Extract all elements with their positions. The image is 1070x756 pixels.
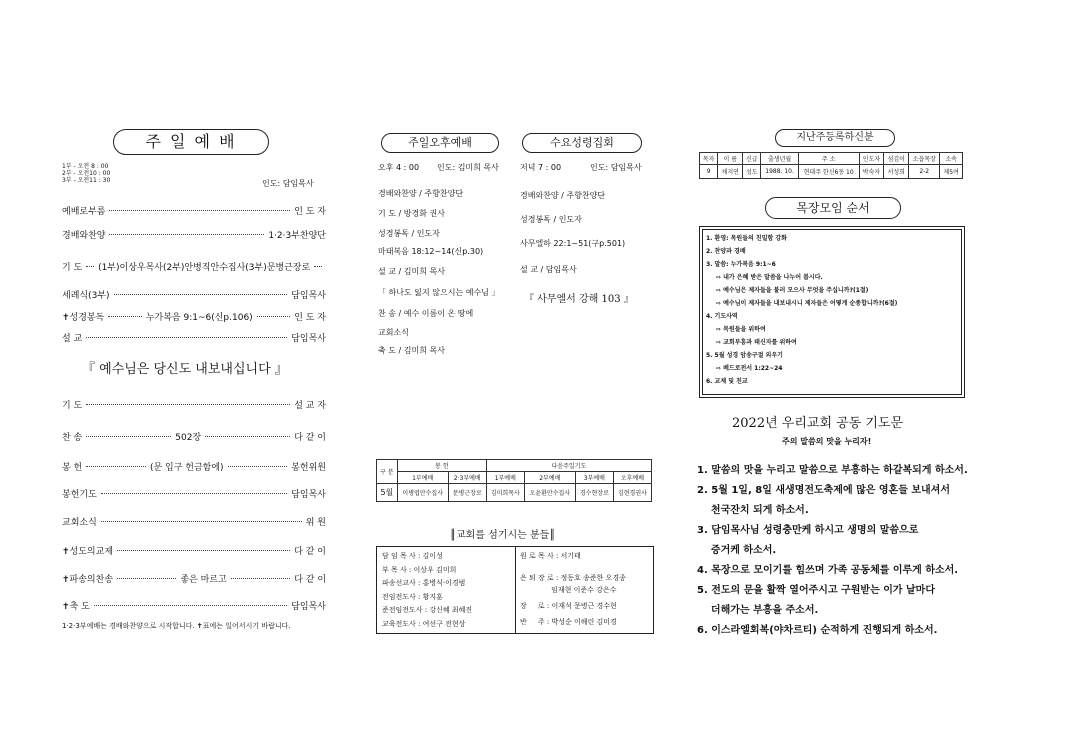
meeting-item: ⇨ 베드로전서 1:22~24 [716, 365, 783, 372]
prayer-line: 천국잔치 되게 하소서. [697, 505, 809, 516]
newcomer-cell: 성도 [743, 165, 761, 179]
prayer-line: 증거케 하소서. [697, 545, 777, 556]
newcomer-cell: 1988. 10. [761, 165, 798, 179]
staff-left-line: 부 목 사 : 이상우 김미희 [382, 565, 457, 574]
table-sub: 3부예배 [575, 472, 613, 484]
order-row [62, 599, 326, 612]
meeting-item: ⇨ 목원들을 위하여 [716, 326, 766, 333]
staff-left-line: 담 임 목 사 : 김이성 [382, 552, 443, 560]
time-2: 2부 - 오전10 : 00 [62, 170, 111, 177]
table-head-offering: 봉 헌 [397, 460, 486, 472]
order-leader: 담임목사 [291, 334, 326, 344]
table-sub: 2부예배 [524, 472, 575, 484]
order-leader: 담임목사 [291, 602, 326, 612]
afternoon-line: 찬 송 / 예수 이름이 온 땅에 [378, 309, 474, 318]
order-leader: 다 같 이 [294, 575, 327, 585]
order-label: ✝성경봉독 [62, 313, 105, 323]
staff-title: ║교회를 섬기시는 분들║ [450, 530, 556, 541]
order-row [62, 288, 326, 301]
service-times [62, 163, 110, 184]
order-label: 세례식(3부) [62, 291, 110, 301]
staff-left-line: 교육전도사 : 여선구 전현상 [382, 619, 466, 628]
newcomer-head: 신급 [743, 153, 761, 165]
order-row [62, 228, 326, 241]
order-leader: 담임목사 [291, 490, 326, 500]
order-leader: 인 도 자 [294, 207, 326, 217]
meeting-item: ⇨ 예수님이 제자들을 내보내시니 제자들은 어떻게 순종합니까?(6절) [716, 300, 898, 307]
prayer-title: 2022년 우리교회 공동 기도문 [732, 416, 904, 431]
meeting-item: ⇨ 내가 은혜 받은 말씀을 나누어 봅시다. [716, 274, 823, 281]
afternoon-line: 마태복음 18:12~14(신p.30) [378, 247, 484, 256]
prayer-line: 2. 5월 1일, 8일 새생명전도축제에 많은 영혼들 보내셔서 [697, 485, 950, 496]
newcomer-cell: 제5여 [940, 165, 963, 179]
order-label: 찬 송 [62, 433, 83, 443]
order-row [62, 487, 326, 500]
order-leader: 1·2·3부찬양단 [268, 231, 326, 241]
order-label: 경배와찬양 [62, 231, 106, 241]
dot-leader [86, 466, 146, 467]
meeting-item: 1. 환영: 목원들의 친밀함 강화 [706, 235, 787, 242]
wednesday-line: 경배와찬양 / 주향찬양단 [520, 191, 606, 200]
order-row [62, 331, 326, 344]
staff-right-line: 반 주 : 박성순 이해린 김미경 [520, 618, 617, 626]
order-row [62, 398, 326, 411]
order-row [62, 204, 326, 217]
newcomer-title: 지난주등록하신분 [775, 129, 895, 147]
prayer-line: 5. 전도의 문을 활짝 열어주시고 구원받는 이가 날마다 [697, 585, 935, 596]
afternoon-line: 축 도 / 김미희 목사 [378, 346, 445, 355]
dot-leader [86, 266, 94, 267]
sunday-service-title: 주 일 예 배 [113, 129, 269, 155]
dot-leader [101, 493, 287, 494]
newcomer-head: 출생년월 [761, 153, 798, 165]
sermon-title: 『 예수님은 당신도 내보내십니다 』 [82, 362, 288, 377]
wednesday-time: 저녁 7 : 00 [520, 163, 562, 172]
meeting-item: 6. 교제 및 친교 [706, 378, 748, 385]
order-detail: 502장 [175, 433, 202, 443]
afternoon-line: 교회소식 [378, 328, 409, 337]
newcomer-head: 주 소 [798, 153, 859, 165]
dot-leader [86, 337, 287, 338]
order-row [62, 515, 326, 528]
prayer-line: 더해가는 부흥을 주소서. [697, 605, 819, 616]
staff-right-line: 원 로 목 사 : 서기태 [520, 552, 581, 560]
prayer-subtitle: 주의 말씀의 맛을 누리자! [782, 437, 872, 446]
prayer-line: 3. 담임목사님 성령충만케 하시고 생명의 말씀으로 [697, 525, 919, 536]
staff-left-line: 준전임전도사 : 강신혜 최혜진 [382, 606, 473, 614]
sunday-presider: 인도: 담임목사 [262, 179, 314, 188]
order-label: 예배로부름 [62, 207, 106, 217]
staff-left-line: 전임전도사 : 황지훈 [382, 592, 443, 601]
time-1: 1부 - 오전 8 : 00 [62, 163, 109, 170]
order-leader: 다 같 이 [294, 433, 326, 443]
staff-right-line: 은 퇴 장 로 : 정동호 송준한 오경종 [520, 574, 626, 582]
wednesday-sermon: 『 사무엘서 강해 103 』 [524, 294, 634, 305]
meeting-item: 5. 5월 성경 암송구절 외우기 [706, 352, 783, 359]
order-row [62, 572, 326, 585]
order-leader: 인 도 자 [294, 313, 326, 323]
dot-leader [94, 605, 287, 606]
afternoon-line: 경배와찬양 / 주향찬양단 [378, 189, 464, 198]
afternoon-time: 오후 4 : 00 [378, 163, 420, 172]
newcomer-cell: 2-2 [909, 165, 940, 179]
meeting-title: 목장모임 순서 [765, 197, 901, 219]
afternoon-presider: 인도: 김미희 목사 [437, 163, 499, 172]
table-sub: 2·3부예배 [448, 472, 486, 484]
order-detail: (문 입구 헌금함에) [149, 463, 224, 473]
newcomer-cell: 9 [700, 165, 718, 179]
dot-leader [231, 578, 290, 579]
afternoon-line: 기 도 / 방경화 권사 [378, 209, 445, 218]
order-label: 교회소식 [62, 518, 97, 528]
afternoon-line: 설 교 / 김미희 목사 [378, 267, 445, 276]
prayer-line: 1. 말씀의 맛을 누리고 말씀으로 부흥하는 하갈복되게 하소서. [697, 465, 968, 476]
dot-leader [114, 294, 288, 295]
order-leader: 위 원 [305, 518, 326, 528]
order-leader: 담임목사 [291, 291, 326, 301]
newcomer-cell: 박숙자 [859, 165, 884, 179]
order-detail: 누가복음 9:1~6(신p.106) [145, 313, 253, 323]
table-cell: 오윤환안수집사 [524, 484, 575, 502]
order-row [62, 430, 326, 443]
newcomer-cell: 서성희 [884, 165, 909, 179]
order-leader: 다 같 이 [294, 547, 326, 557]
order-leader: 봉헌위원 [291, 463, 327, 473]
meeting-item: ⇨ 교회부흥과 태신자를 위하여 [716, 339, 797, 346]
dot-leader [109, 234, 264, 235]
table-cell: 김미희목사 [486, 484, 524, 502]
dot-leader [117, 578, 176, 579]
dot-leader [117, 550, 290, 551]
order-detail: (1부)이상우목사(2부)안병직안수집사(3부)문병근장로 [98, 263, 311, 273]
table-sub: 오후예배 [613, 472, 651, 484]
order-row [62, 260, 326, 273]
dot-leader [86, 404, 290, 405]
table-sub: 1부예배 [486, 472, 524, 484]
dot-leader [108, 316, 142, 317]
offering-prayer-table [376, 459, 652, 502]
order-row [62, 460, 326, 473]
table-head-next-prayer: 다음주일기도 [486, 460, 651, 472]
dot-leader [109, 210, 290, 211]
order-row [62, 310, 326, 323]
newcomer-table [699, 152, 963, 179]
afternoon-line: 「 하나도 잃지 않으시는 예수님 」 [378, 288, 500, 297]
table-sub: 1부예배 [397, 472, 448, 484]
staff-right-line: 임재현 이준수 강은수 [520, 586, 617, 594]
dot-leader [101, 521, 302, 522]
newcomer-head: 섬김이 [884, 153, 909, 165]
dot-leader [257, 316, 291, 317]
meeting-item: 3. 말씀: 누가복음 9:1~6 [706, 261, 776, 268]
wednesday-service-title: 수요성령집회 [522, 133, 642, 153]
dot-leader [228, 466, 288, 467]
table-cell: 김현경권사 [613, 484, 651, 502]
order-label: ✝파송의찬송 [62, 575, 114, 585]
afternoon-service-title: 주일오후예배 [381, 133, 499, 153]
newcomer-cell: 현대주 한신6동 10 [798, 165, 859, 179]
order-label: 봉 헌 [62, 463, 83, 473]
newcomer-head: 소읍목장 [909, 153, 940, 165]
meeting-item: 2. 찬양과 경배 [706, 248, 746, 255]
order-label: ✝축 도 [62, 602, 90, 612]
staff-left-line: 파송선교사 : 홍병식·이경범 [382, 579, 466, 587]
table-head-category: 구 분 [377, 460, 398, 484]
wednesday-line: 성경봉독 / 인도자 [520, 215, 582, 224]
newcomer-head: 인도자 [859, 153, 884, 165]
newcomer-head: 소속 [940, 153, 963, 165]
table-cell: 경수현장로 [575, 484, 613, 502]
newcomer-head: 목자 [700, 153, 718, 165]
dot-leader [205, 436, 290, 437]
staff-right-line: 장 로 : 이재석 문병근 경수현 [520, 602, 617, 610]
prayer-line: 4. 목장으로 모이기를 힘쓰며 가족 공동체를 이루게 하소서. [697, 565, 959, 576]
newcomer-cell: 채지연 [718, 165, 743, 179]
order-leader: 설 교 자 [294, 401, 326, 411]
order-label: 봉헌기도 [62, 490, 97, 500]
prayer-line: 6. 이스라엘회복(야차르티) 순적하게 진행되게 하소서. [697, 625, 938, 636]
wednesday-line: 사무엘하 22:1~51(구p.501) [520, 239, 626, 248]
wednesday-line: 설 교 / 담임목사 [520, 265, 577, 274]
table-cell: 이병엽안수집사 [397, 484, 448, 502]
order-label: ✝성도의교제 [62, 547, 114, 557]
dot-leader [86, 436, 171, 437]
order-detail: 좋은 마르고 [180, 575, 227, 585]
order-label: 설 교 [62, 334, 83, 344]
order-label: 기 도 [62, 263, 83, 273]
table-cell: 문병근장로 [448, 484, 486, 502]
meeting-item: 4. 기도사역 [706, 313, 738, 320]
newcomer-head: 이 름 [718, 153, 743, 165]
wednesday-presider: 인도: 담임목사 [590, 163, 642, 172]
dot-leader [314, 266, 322, 267]
table-month: 5월 [377, 484, 398, 502]
footnote: 1·2·3부예배는 경배와찬양으로 시작합니다. ✝표에는 일어서시기 바랍니다. [62, 622, 291, 630]
order-label: 기 도 [62, 401, 83, 411]
afternoon-line: 성경봉독 / 인도자 [378, 229, 440, 238]
order-row [62, 544, 326, 557]
meeting-item: ⇨ 예수님은 제자들을 불러 모으사 무엇을 주십니까?(1절) [716, 287, 869, 294]
time-3: 3부 - 오전11 : 30 [62, 177, 111, 184]
